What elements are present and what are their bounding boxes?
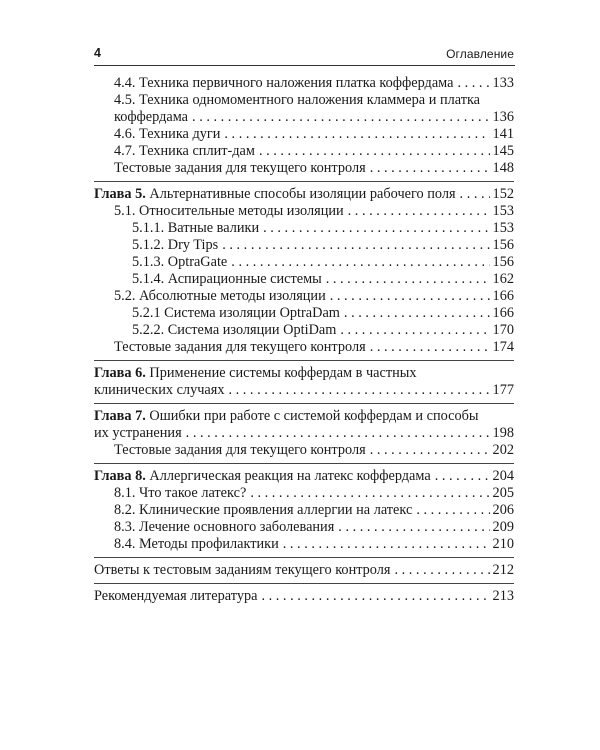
toc-page-number: 162 — [492, 271, 514, 287]
toc-entry[interactable] — [94, 186, 514, 203]
dot-leader — [228, 382, 489, 399]
toc-entry[interactable] — [94, 126, 514, 143]
chapter-label: Глава 7. — [94, 408, 146, 424]
toc-entry-title: 5.1. Относительные методы изоляции — [114, 203, 344, 219]
dot-leader — [263, 220, 489, 237]
toc-page-number: 156 — [492, 237, 514, 253]
dot-leader — [283, 536, 490, 553]
toc-entry-title: 4.7. Техника сплит-дам — [114, 143, 255, 159]
toc-entry[interactable] — [94, 92, 514, 126]
toc-entry-title: 4.5. Техника одномоментного наложения кламмера и платка — [114, 92, 481, 108]
toc-entry-title: 8.2. Клинические проявления аллергии на латекс — [114, 502, 413, 518]
dot-leader — [338, 519, 489, 536]
toc-page-number: 202 — [492, 442, 514, 458]
chapter-label: Глава 6. — [94, 365, 146, 381]
toc-group — [94, 75, 514, 181]
toc-entry[interactable] — [94, 143, 514, 160]
toc-entry-title: Тестовые задания для текущего контроля — [114, 160, 366, 176]
toc-page-number: 141 — [492, 126, 514, 142]
dot-leader — [326, 271, 490, 288]
dot-leader — [370, 160, 490, 177]
table-of-contents — [94, 75, 514, 609]
toc-entry[interactable] — [94, 485, 514, 502]
toc-entry[interactable] — [94, 254, 514, 271]
toc-page-number: 156 — [492, 254, 514, 270]
toc-entry[interactable] — [94, 339, 514, 356]
toc-page-number: 205 — [492, 485, 514, 501]
chapter-label: Глава 8. — [94, 468, 146, 484]
toc-entry-title: Аллергическая реакция на латекс коффердама — [149, 468, 431, 484]
toc-entry-title: 5.2.1 Система изоляции OptraDam — [132, 305, 340, 321]
dot-leader — [348, 203, 490, 220]
dot-leader — [370, 442, 490, 459]
toc-entry-title: Альтернативные способы изоляции рабочего поля — [149, 186, 456, 202]
toc-page-number: 212 — [492, 562, 514, 578]
toc-group — [94, 463, 514, 557]
running-title: Оглавление — [446, 47, 514, 61]
toc-page-number: 152 — [492, 186, 514, 202]
toc-entry-title: 5.1.3. OptraGate — [132, 254, 228, 270]
chapter-label: Глава 5. — [94, 186, 146, 202]
toc-entry-title: 8.4. Методы профилактики — [114, 536, 279, 552]
dot-leader — [330, 288, 490, 305]
toc-entry[interactable] — [94, 322, 514, 339]
toc-page-number: 166 — [492, 305, 514, 321]
toc-group — [94, 557, 514, 583]
toc-entry-title: Применение системы коффердам в частных — [149, 365, 417, 381]
toc-entry-title: Тестовые задания для текущего контроля — [114, 442, 366, 458]
toc-page-number: 145 — [492, 143, 514, 159]
toc-entry[interactable] — [94, 75, 514, 92]
dot-leader — [186, 425, 490, 442]
toc-page-number: 213 — [492, 588, 514, 604]
toc-page-number: 166 — [492, 288, 514, 304]
toc-entry-title: 5.1.4. Аспирационные системы — [132, 271, 322, 287]
dot-leader — [261, 588, 489, 605]
toc-entry-title: Ошибки при работе с системой коффердам и способы — [149, 408, 479, 424]
toc-entry[interactable] — [94, 536, 514, 553]
toc-page-number: 204 — [492, 468, 514, 484]
toc-entry-title: 4.6. Техника дуги — [114, 126, 221, 142]
toc-entry[interactable] — [94, 160, 514, 177]
toc-entry[interactable] — [94, 408, 514, 442]
toc-entry[interactable] — [94, 588, 514, 605]
toc-page-number: 133 — [492, 75, 514, 91]
toc-entry[interactable] — [94, 288, 514, 305]
toc-entry-title: Рекомендуемая литература — [94, 588, 258, 604]
dot-leader — [370, 339, 490, 356]
toc-group — [94, 403, 514, 463]
toc-page-number: 206 — [492, 502, 514, 518]
toc-page-number: 148 — [492, 160, 514, 176]
header-rule — [94, 65, 515, 66]
dot-leader — [192, 109, 490, 126]
toc-entry[interactable] — [94, 442, 514, 459]
dot-leader — [340, 322, 489, 339]
dot-leader — [231, 254, 489, 271]
toc-page-number: 170 — [492, 322, 514, 338]
toc-entry-title: 8.3. Лечение основного заболевания — [114, 519, 335, 535]
toc-entry-title: Ответы к тестовым заданиям текущего контроля — [94, 562, 391, 578]
dot-leader — [224, 126, 489, 143]
toc-entry-title: 5.2. Абсолютные методы изоляции — [114, 288, 326, 304]
dot-leader — [222, 237, 489, 254]
dot-leader — [250, 485, 489, 502]
toc-group — [94, 583, 514, 609]
toc-group — [94, 360, 514, 403]
toc-entry[interactable] — [94, 220, 514, 237]
toc-page-number: 136 — [492, 109, 514, 125]
toc-entry-title: 5.1.1. Ватные валики — [132, 220, 260, 236]
dot-leader — [460, 186, 490, 203]
toc-page-number: 198 — [492, 425, 514, 441]
toc-entry[interactable] — [94, 468, 514, 485]
toc-page-number: 153 — [492, 203, 514, 219]
toc-page-number: 153 — [492, 220, 514, 236]
toc-page-number: 177 — [492, 382, 514, 398]
toc-entry[interactable] — [94, 203, 514, 220]
toc-entry-title: Тестовые задания для текущего контроля — [114, 339, 366, 355]
dot-leader — [457, 75, 489, 92]
toc-entry[interactable] — [94, 502, 514, 519]
toc-entry[interactable] — [94, 562, 514, 579]
toc-entry[interactable] — [94, 271, 514, 288]
toc-entry-title: коффердама — [114, 109, 189, 125]
toc-page-number: 174 — [492, 339, 514, 355]
toc-group — [94, 181, 514, 360]
toc-entry-title: клинических случаях — [94, 382, 225, 398]
toc-entry-title: их устранения — [94, 425, 182, 441]
toc-entry[interactable] — [94, 305, 514, 322]
dot-leader — [259, 143, 490, 160]
dot-leader — [435, 468, 490, 485]
toc-entry-title: 5.2.2. Система изоляции OptiDam — [132, 322, 337, 338]
toc-entry-title: 4.4. Техника первичного наложения платка коффердама — [114, 75, 454, 91]
toc-entry-title: 5.1.2. Dry Tips — [132, 237, 219, 253]
toc-page-number: 209 — [492, 519, 514, 535]
toc-page-number: 210 — [492, 536, 514, 552]
dot-leader — [416, 502, 489, 519]
toc-entry[interactable] — [94, 519, 514, 536]
toc-entry-title: 8.1. Что такое латекс? — [114, 485, 247, 501]
dot-leader — [394, 562, 489, 579]
running-header — [94, 44, 514, 64]
dot-leader — [344, 305, 490, 322]
toc-entry[interactable] — [94, 365, 514, 399]
page-number: 4 — [94, 46, 101, 60]
toc-entry[interactable] — [94, 237, 514, 254]
